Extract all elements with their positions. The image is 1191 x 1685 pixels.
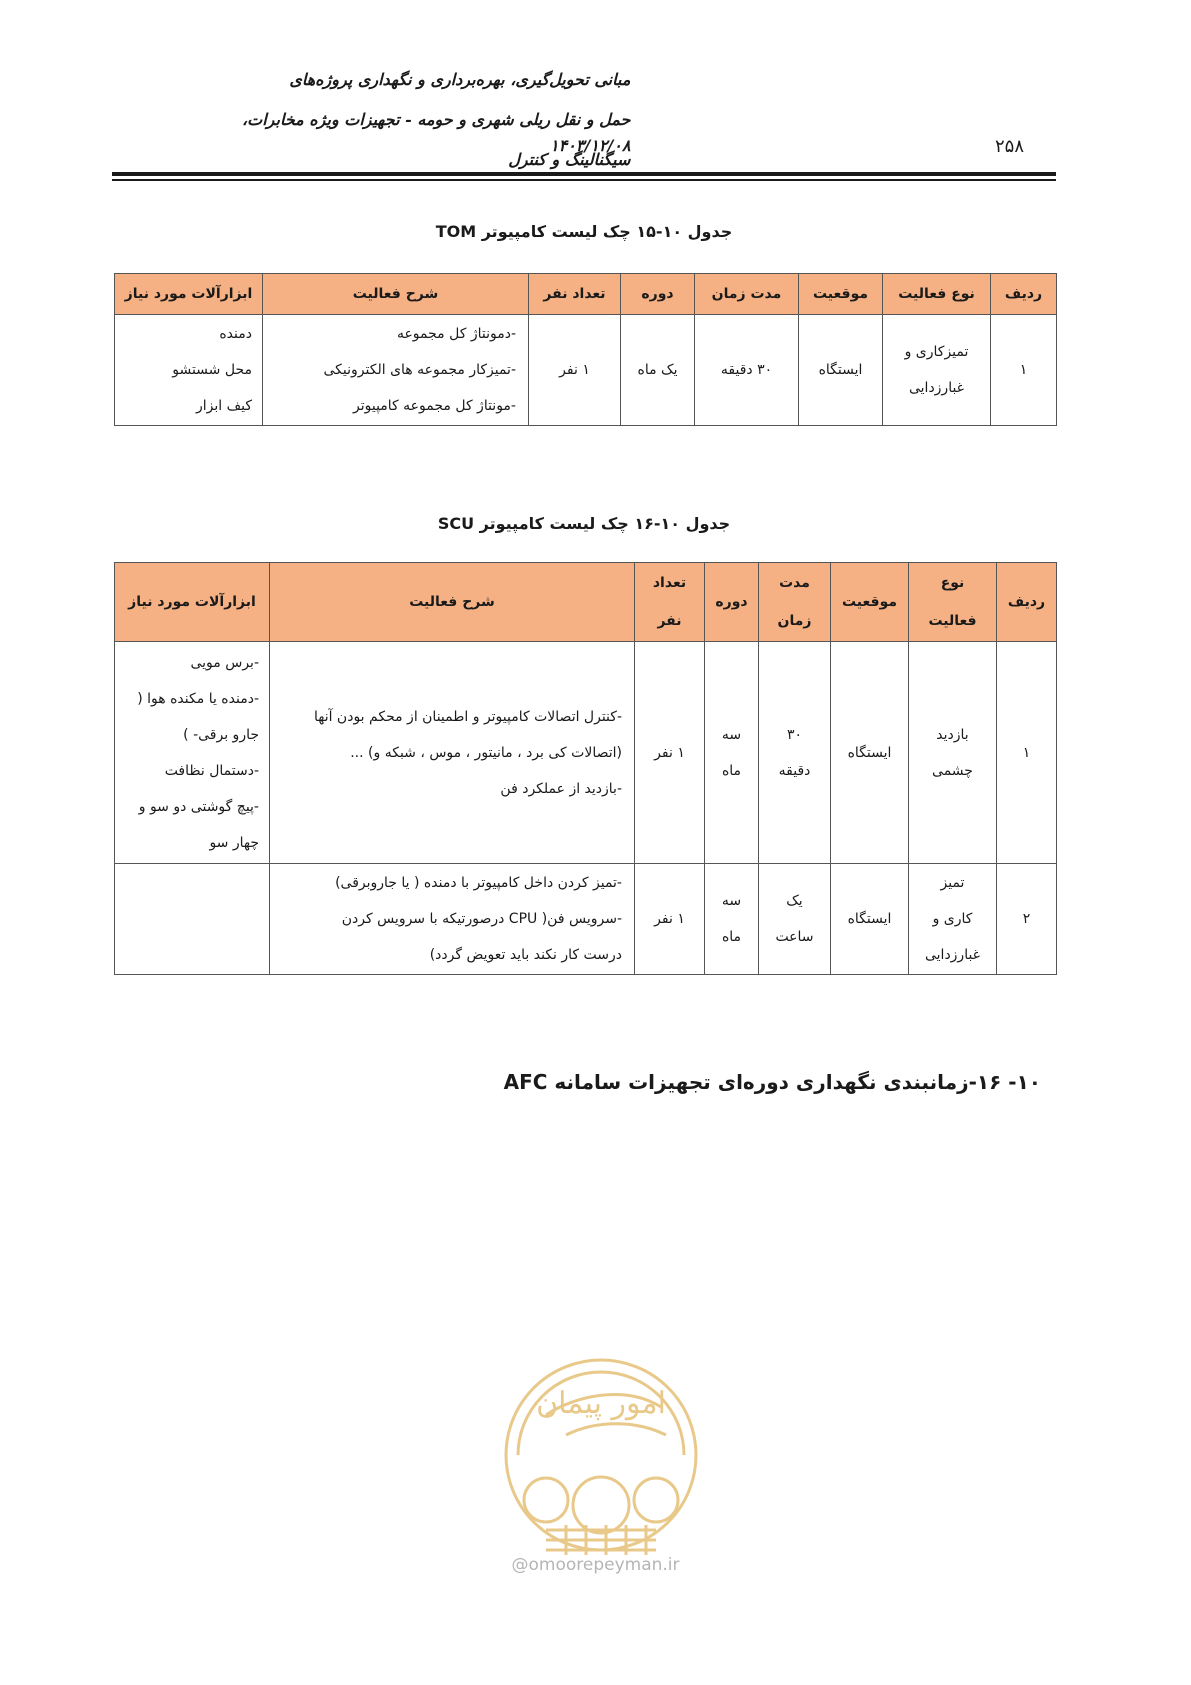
- cell-period-line: سه: [721, 893, 742, 909]
- column-header-location: [831, 563, 909, 642]
- column-header-activity-description: [270, 563, 635, 642]
- cell-required-tools-line: چهار سو: [209, 834, 259, 851]
- cell-persons-text: ۱ نفر: [654, 911, 685, 927]
- table-row: [115, 315, 1057, 426]
- column-header-line: ابزارآلات مورد نیاز: [128, 594, 256, 610]
- cell-duration-text: ۳۰ دقیقه: [720, 362, 773, 378]
- cell-activity-description-line: -بازدید از عملکرد فن: [500, 780, 622, 797]
- cell-period-line: ماه: [721, 929, 742, 945]
- table-tom-checklist: [114, 273, 1057, 426]
- cell-location-text: ایستگاه: [818, 362, 863, 378]
- cell-period: [705, 864, 759, 975]
- cell-required-tools-line: کیف ابزار: [196, 398, 252, 414]
- cell-location: [831, 642, 909, 864]
- table1-caption: جدول ۱۰-۱۵ چک لیست کامپیوتر TOM: [435, 222, 733, 241]
- page-header: [112, 60, 1056, 180]
- cell-row-index-text: ۱: [1022, 744, 1031, 761]
- cell-activity-type-line: غبارزدایی: [924, 947, 981, 963]
- cell-activity-type-line: تمیز: [940, 875, 965, 891]
- cell-required-tools-line: دمنده: [219, 326, 252, 342]
- section-heading: ۱۰- ۱۶-زمانبندی نگهداری دوره‌ای تجهیزات سامانه AFC: [503, 1070, 1041, 1094]
- column-header-duration: [759, 563, 831, 642]
- cell-activity-description-line: -دمونتاژ کل مجموعه: [396, 326, 516, 342]
- cell-activity-description-line: -تمیز کردن داخل کامپیوتر با دمنده ( یا جاروبرقی): [335, 875, 622, 891]
- column-header-line: مدت: [779, 575, 810, 591]
- cell-required-tools-line: -برس مویی: [190, 654, 259, 671]
- column-header-line: شرح فعالیت: [409, 594, 495, 610]
- header-date: ۱۴۰۳/۱۲/۰۸: [550, 136, 631, 155]
- column-header-required-tools: [115, 274, 263, 315]
- cell-duration: [759, 642, 831, 864]
- column-header-location: [799, 274, 883, 315]
- column-header-persons: [529, 274, 621, 315]
- cell-location-text: ایستگاه: [847, 744, 892, 761]
- column-header-period: [621, 274, 695, 315]
- cell-activity-type-line: تمیزکاری و: [904, 344, 969, 360]
- cell-activity-type-line: کاری و: [932, 911, 973, 927]
- cell-duration-line: یک: [786, 893, 803, 909]
- cell-duration-line: ۳۰: [786, 726, 803, 743]
- column-header-text: تعداد نفر: [543, 286, 606, 302]
- cell-activity-type-line: بازدید: [936, 726, 969, 743]
- cell-activity-type: [909, 642, 997, 864]
- column-header-line: نفر: [657, 613, 682, 629]
- header-rule-thin: [112, 179, 1056, 181]
- cell-persons-text: ۱ نفر: [559, 362, 590, 378]
- cell-row-index-text: ۲: [1022, 911, 1031, 927]
- column-header-duration: [695, 274, 799, 315]
- column-header-line: موقعیت: [841, 594, 898, 610]
- cell-activity-description-line: درست کار نکند باید تعویض گردد): [429, 947, 622, 963]
- cell-required-tools: [115, 864, 270, 975]
- cell-activity-type-line: غبارزدایی: [908, 380, 965, 396]
- logo-url: @omoorepeyman.ir: [511, 1555, 680, 1575]
- column-header-line: ردیف: [1007, 594, 1046, 610]
- column-header-text: نوع فعالیت: [898, 286, 975, 302]
- cell-persons: [635, 864, 705, 975]
- table2-caption: جدول ۱۰-۱۶ چک لیست کامپیوتر SCU: [437, 514, 731, 533]
- cell-period: [705, 642, 759, 864]
- column-header-text: ردیف: [1004, 286, 1043, 302]
- cell-required-tools-line: -دمنده یا مکنده هوا (: [137, 690, 259, 707]
- cell-activity-description: [263, 315, 529, 426]
- watermark-logo: [486, 1335, 716, 1565]
- cell-activity-description: [270, 642, 635, 864]
- cell-persons-text: ۱ نفر: [654, 744, 685, 761]
- cell-row-index-text: ۱: [1019, 362, 1028, 378]
- column-header-period: [705, 563, 759, 642]
- cell-duration: [695, 315, 799, 426]
- column-header-row-index: [997, 563, 1057, 642]
- cell-activity-description-line: -مونتاژ کل مجموعه کامپیوتر: [352, 398, 516, 414]
- cell-activity-type: [909, 864, 997, 975]
- header-line-1: مبانی تحویل‌گیری، بهره‌برداری و نگهداری پروژه‌های: [289, 70, 631, 89]
- column-header-line: تعداد: [652, 575, 687, 591]
- cell-activity-description-line: -کنترل اتصالات کامپیوتر و اطمینان از محکم بودن آنها: [313, 708, 622, 725]
- column-header-text: دوره: [641, 286, 674, 302]
- table-row: [115, 642, 1057, 864]
- column-header-text: موقعیت: [812, 286, 869, 302]
- cell-persons: [635, 642, 705, 864]
- column-header-line: نوع: [940, 575, 965, 591]
- cell-activity-type-line: چشمی: [932, 762, 973, 779]
- table-scu-checklist: [114, 562, 1057, 975]
- cell-required-tools-line: محل شستشو: [172, 362, 252, 378]
- logo-text: امور پیمان: [536, 1386, 666, 1421]
- cell-required-tools-line: -دستمال نظافت: [164, 762, 259, 779]
- cell-duration-line: دقیقه: [778, 762, 811, 779]
- cell-activity-type: [883, 315, 991, 426]
- cell-location-text: ایستگاه: [847, 911, 892, 927]
- header-line-2: حمل و نقل ریلی شهری و حومه - تجهیزات ویژه مخابرات،: [242, 110, 631, 129]
- table2-header-row: [115, 563, 1057, 642]
- column-header-activity-type: [883, 274, 991, 315]
- column-header-line: زمان: [777, 613, 812, 629]
- cell-duration-line: ساعت: [775, 929, 814, 945]
- column-header-text: مدت زمان: [711, 286, 782, 302]
- cell-location: [799, 315, 883, 426]
- header-title: [242, 60, 630, 180]
- column-header-text: شرح فعالیت: [352, 286, 439, 302]
- table1-header-row: [115, 274, 1057, 315]
- cell-row-index: [997, 864, 1057, 975]
- column-header-line: دوره: [715, 594, 748, 610]
- cell-activity-description-line: -تمیزکار مجموعه های الکترونیکی: [323, 362, 516, 378]
- header-line-3: سیگنالینگ و کنترل: [508, 150, 631, 169]
- column-header-activity-description: [263, 274, 529, 315]
- cell-activity-description: [270, 864, 635, 975]
- column-header-line: فعالیت: [928, 613, 977, 629]
- cell-period-line: سه: [721, 726, 742, 743]
- cell-location: [831, 864, 909, 975]
- column-header-activity-type: [909, 563, 997, 642]
- cell-row-index: [997, 642, 1057, 864]
- cell-period: [621, 315, 695, 426]
- cell-row-index: [991, 315, 1057, 426]
- header-rule-thick: [112, 172, 1056, 176]
- column-header-text: ابزارآلات مورد نیاز: [124, 286, 253, 302]
- column-header-required-tools: [115, 563, 270, 642]
- table-row: [115, 864, 1057, 975]
- cell-activity-description-line: -سرویس فن( CPU درصورتیکه با سرویس کردن: [341, 911, 622, 927]
- cell-duration: [759, 864, 831, 975]
- cell-activity-description-line: (اتصالات کی برد ، مانیتور ، موس ، شبکه و) ...: [350, 744, 622, 761]
- cell-period-text: یک ماه: [637, 362, 678, 378]
- cell-required-tools-line: -پیچ گوشتی دو سو و: [138, 798, 259, 815]
- column-header-row-index: [991, 274, 1057, 315]
- cell-required-tools: [115, 315, 263, 426]
- cell-persons: [529, 315, 621, 426]
- column-header-persons: [635, 563, 705, 642]
- cell-required-tools: [115, 642, 270, 864]
- cell-required-tools-line: جارو برقی- ): [183, 726, 259, 743]
- cell-period-line: ماه: [721, 762, 742, 779]
- page-number: ۲۵۸: [994, 136, 1024, 157]
